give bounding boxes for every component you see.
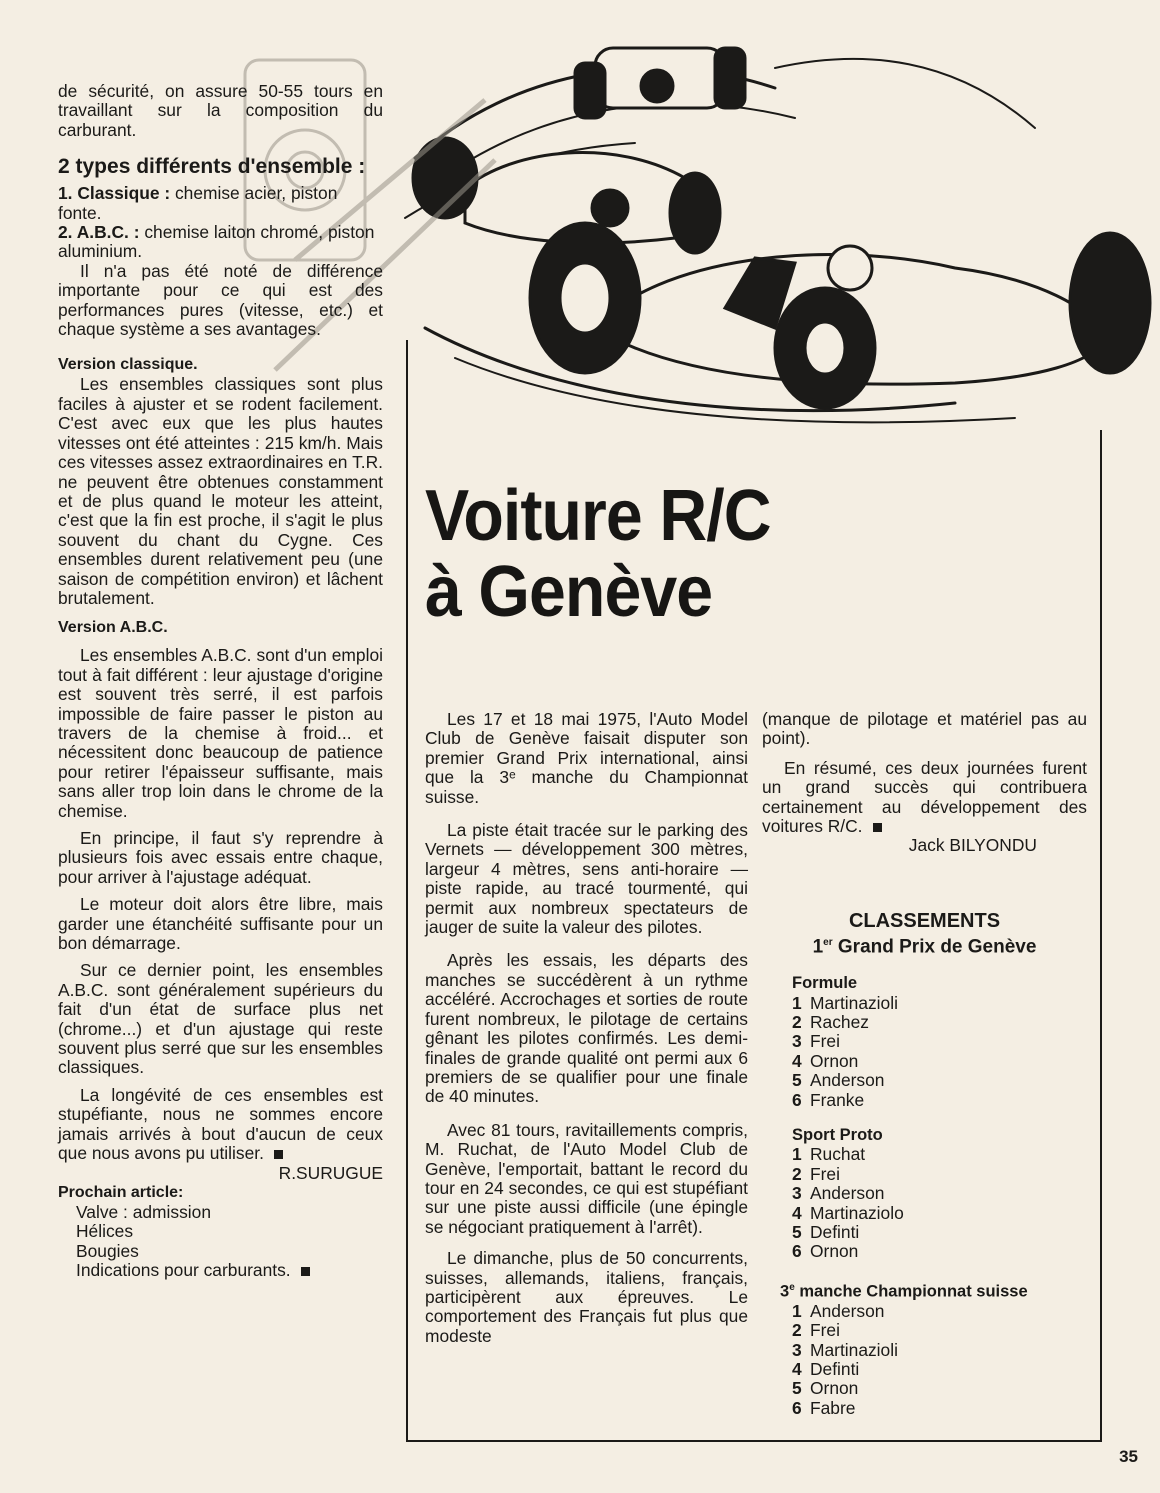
- driver-name: Franke: [810, 1089, 865, 1110]
- next-item: Hélices: [76, 1221, 134, 1242]
- driver-name: Ornon: [810, 1378, 859, 1399]
- rank: 2: [792, 1163, 802, 1184]
- list-item: [58, 184, 383, 223]
- rank: 2: [792, 1011, 802, 1032]
- category-formule: Formule: [792, 974, 858, 993]
- driver-name: Frei: [810, 1031, 840, 1052]
- results-championnat: [762, 1302, 1087, 1418]
- champ-title: manche Championnat suisse: [799, 1282, 1028, 1301]
- driver-name: Definti: [810, 1222, 860, 1243]
- results-formule: [762, 994, 1087, 1110]
- paragraph: Les ensembles A.B.C. sont d'un emploi tout à fait différent : leur ajustage d'origine est souvent très serré, il est parfois impossible de faire passer le piston au travers de la chemise à froid... et nécessitent donc beaucoup de patience pour retirer l'épaisseur suffisante, mais sans aller trop loin dans le chrome de la chemise.: [58, 645, 383, 821]
- paragraph: Après les essais, les départs des manches se succédèrent à un rythme accéléré. Accrochages et sorties de route furent nombreux, le pilotage de certains gênant les pilotes confirmés. Les demi-finales de grande qualité ont permi aux 6 premiers de se qualifier pour une finale de 40 minutes.: [425, 950, 748, 1107]
- paragraph: Sur ce dernier point, les ensembles A.B.C. sont généralement supérieurs du fait d'un état de surface plus net (chrome...) et d'un ajustage qui reste souvent plus serré que sur les ensembles classiques.: [58, 960, 383, 1078]
- rank: 5: [792, 1378, 802, 1399]
- list-item: [58, 223, 383, 262]
- next-article-title: Prochain article:: [58, 1183, 184, 1201]
- subtitle-text: Grand Prix de Genève: [837, 936, 1037, 958]
- subtitle-number: 1: [812, 936, 824, 958]
- end-square-icon: [873, 823, 882, 832]
- last-paragraph-text: La longévité de ces ensembles est stupéfiante, nous ne sommes encore jamais arrivés à bout d'aucun de ceux que nous avons pu utiliser.: [58, 1084, 383, 1164]
- paragraph: [762, 759, 1087, 837]
- result-row: [792, 1013, 1087, 1032]
- intro-text: de sécurité, on assure 50-55 tours en travaillant sur la composition du carburant.: [58, 81, 383, 140]
- rank: 1: [792, 1300, 802, 1321]
- paragraph: Avec 81 tours, ravitaillements compris, M. Ruchat, de l'Auto Model Club de Genève, l'emportait, battant le record du tour en 24 secondes, ce qui est stupéfiant sur une piste aussi difficile (une épingle se négociant pratiquement à l'arrêt).: [425, 1119, 748, 1237]
- rank: 5: [792, 1070, 802, 1091]
- headline-line2: à Genève: [425, 552, 713, 632]
- rank: 3: [792, 1183, 802, 1204]
- right-column: [762, 710, 1087, 1418]
- driver-name: Anderson: [810, 1070, 885, 1091]
- driver-name: Ruchat: [810, 1144, 866, 1165]
- section-heading: 2 types différents d'ensemble :: [58, 155, 366, 179]
- driver-name: Anderson: [810, 1183, 885, 1204]
- paragraph: Le dimanche, plus de 50 concurrents, suisses, allemands, italiens, français, participèrent aux épreuves. Le comportement des Français fut plus que modeste: [425, 1248, 748, 1346]
- bottom-rule: [406, 1440, 1102, 1442]
- race-cars-illustration: [395, 8, 1160, 438]
- result-row: [792, 1360, 1087, 1379]
- paragraph: En principe, il faut s'y reprendre à plusieurs fois avec essais entre chaque, pour arriver à l'ajustage adéquat.: [58, 828, 383, 887]
- left-column: [58, 82, 383, 1281]
- result-row: [792, 1399, 1087, 1418]
- rank: 4: [792, 1202, 802, 1223]
- driver-name: Definti: [810, 1358, 860, 1379]
- paragraph: Il n'a pas été noté de différence importante pour ce qui est des performances pures (vitesse, etc.) et chaque système a ses avantages.: [58, 260, 383, 340]
- subheading-abc: Version A.B.C.: [58, 619, 168, 637]
- category-championnat: [780, 1278, 1087, 1302]
- column-rule-left: [406, 340, 408, 1440]
- result-row: [792, 1032, 1087, 1051]
- result-row: [792, 1091, 1087, 1110]
- result-row: [792, 1302, 1087, 1321]
- paragraph: (manque de pilotage et matériel pas au point).: [762, 709, 1087, 749]
- result-row: [792, 1071, 1087, 1090]
- next-item: Bougies: [76, 1240, 139, 1261]
- driver-name: Martinazioli: [810, 1339, 898, 1360]
- results-sport-proto: [762, 1145, 1087, 1261]
- subheading-classique: Version classique.: [58, 356, 198, 374]
- champ-sup: e: [789, 1281, 795, 1293]
- next-item-text: Indications pour carburants.: [76, 1260, 291, 1281]
- rank: 6: [792, 1241, 802, 1262]
- paragraph: Le moteur doit alors être libre, mais garder une étanchéité suffisante pour un bon démarrage.: [58, 894, 383, 954]
- column-rule-right: [1100, 430, 1102, 1440]
- middle-column: [425, 710, 748, 1346]
- rank: 4: [792, 1050, 802, 1071]
- next-item: [76, 1261, 383, 1280]
- item1-text: chemise acier, piston fonte.: [58, 183, 338, 223]
- result-row: [792, 994, 1087, 1013]
- rank: 3: [792, 1031, 802, 1052]
- end-square-icon: [301, 1267, 310, 1276]
- result-row: [792, 1321, 1087, 1340]
- classements-subtitle: [762, 932, 1087, 958]
- result-row: [792, 1204, 1087, 1223]
- subtitle-sup: er: [823, 936, 833, 948]
- driver-name: Fabre: [810, 1397, 856, 1418]
- rank: 5: [792, 1222, 802, 1243]
- article-headline: [425, 478, 771, 630]
- driver-name: Anderson: [810, 1300, 885, 1321]
- result-row: [792, 1242, 1087, 1261]
- item2-label: 2. A.B.C. :: [58, 222, 140, 243]
- paragraph: La piste était tracée sur le parking des Vernets — développement 300 mètres, largeur 4 mètres, sens anti-horaire — piste rapide, au tracé tourmenté, qui permit aux nombreux spectateurs de jauger de suite la valeur des pilotes.: [425, 820, 748, 938]
- end-square-icon: [274, 1150, 283, 1159]
- category-sport-proto: Sport Proto: [792, 1126, 883, 1145]
- next-item: Valve : admission: [76, 1201, 211, 1222]
- rank: 6: [792, 1397, 802, 1418]
- driver-name: Frei: [810, 1163, 840, 1184]
- rank: 6: [792, 1089, 802, 1110]
- driver-name: Rachez: [810, 1011, 869, 1032]
- rank: 4: [792, 1358, 802, 1379]
- rank: 2: [792, 1320, 802, 1341]
- item1-label: 1. Classique :: [58, 183, 171, 204]
- result-row: [792, 1184, 1087, 1203]
- driver-name: Martinaziolo: [810, 1202, 904, 1223]
- author-signature: Jack BILYONDU: [908, 835, 1037, 856]
- rank: 1: [792, 992, 802, 1013]
- headline-line1: Voiture R/C: [425, 476, 771, 556]
- author-signature: R.SURUGUE: [278, 1162, 383, 1183]
- driver-name: Frei: [810, 1320, 840, 1341]
- result-row: [792, 1145, 1087, 1164]
- summary-text: En résumé, ces deux journées furent un grand succès qui contribuera certainement au développement des voitures R/C.: [762, 757, 1087, 837]
- rank: 3: [792, 1339, 802, 1360]
- paragraph: Les 17 et 18 mai 1975, l'Auto Model Club de Genève faisait disputer son premier Grand Prix international, ainsi que la 3ᵉ manche du Championnat suisse.: [425, 709, 748, 807]
- item2-text: chemise laiton chromé, piston aluminium.: [58, 222, 375, 262]
- driver-name: Martinazioli: [810, 992, 898, 1013]
- result-row: [792, 1341, 1087, 1360]
- result-row: [792, 1223, 1087, 1242]
- paragraph: Les ensembles classiques sont plus faciles à ajuster et se rodent facilement. C'est avec eux que les plus hautes vitesses ont été atteintes : 215 km/h. Mais ces vitesses assez extraordinaires en T.R. ne peuvent être obtenues constamment et de plus quand le moteur les atteint, c'est que la fin est proche, il s'agit le plus souvent du chant du Cygne. Ces ensembles durent relativement peu (une saison de compétition environ) et lâchent brutalement.: [58, 374, 383, 608]
- rank: 1: [792, 1144, 802, 1165]
- result-row: [792, 1379, 1087, 1398]
- page-number: 35: [1119, 1447, 1138, 1466]
- classements-title: CLASSEMENTS: [848, 909, 1001, 932]
- driver-name: Ornon: [810, 1050, 859, 1071]
- champ-number: 3: [780, 1282, 790, 1301]
- driver-name: Ornon: [810, 1241, 859, 1262]
- result-row: [792, 1052, 1087, 1071]
- result-row: [792, 1165, 1087, 1184]
- paragraph: [58, 1086, 383, 1164]
